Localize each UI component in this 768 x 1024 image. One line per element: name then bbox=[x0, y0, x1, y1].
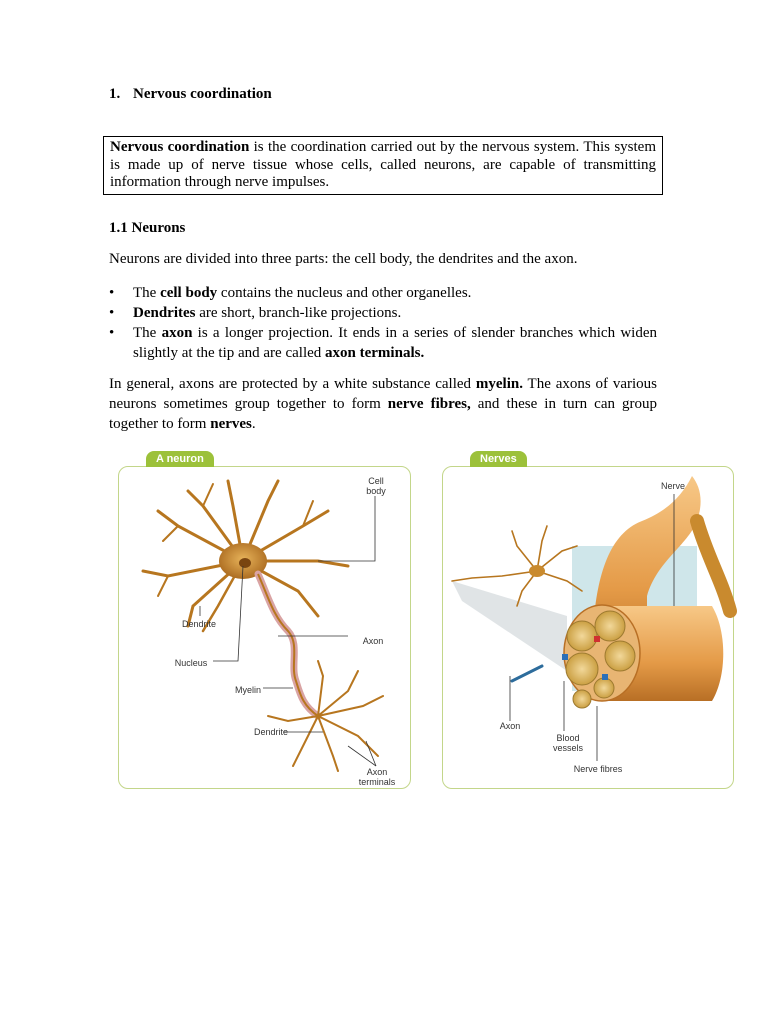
list-item: • Dendrites are short, branch-like projections. bbox=[109, 303, 657, 323]
list-item: • The axon is a longer projection. It ends in a series of slender branches which widen slightly at the tip and are called axon terminals. bbox=[109, 323, 657, 363]
list-item: • The cell body contains the nucleus and other organelles. bbox=[109, 283, 657, 303]
nerves-figure-tag: Nerves bbox=[470, 451, 527, 467]
definition-term: Nervous coordination bbox=[110, 139, 250, 155]
definition-box bbox=[103, 136, 663, 195]
label-axon: Axon bbox=[362, 636, 384, 646]
label-cell-body: Cell body bbox=[366, 476, 386, 496]
label-blood-vessels: Blood vessels bbox=[552, 733, 583, 753]
label-dendrite-bottom: Dendrite bbox=[253, 727, 289, 737]
label-nerves-axon: Axon bbox=[499, 721, 521, 731]
intro-paragraph: Neurons are divided into three parts: the cell body, the dendrites and the axon. bbox=[109, 251, 578, 267]
label-nerve-fibres: Nerve fibres bbox=[573, 764, 623, 774]
label-axon-terminals: Axon terminals bbox=[358, 767, 396, 787]
definition-text: is the coordination carried out by the nervous system. This system is made up of nerve tissue whose cells, called neurons, are capable of transmitting information through nerve impulses. bbox=[110, 139, 656, 190]
neuron-parts-list bbox=[109, 283, 657, 363]
label-nucleus: Nucleus bbox=[174, 658, 208, 668]
label-dendrite-top: Dendrite bbox=[181, 619, 217, 629]
label-myelin: Myelin bbox=[234, 685, 261, 695]
section-number: 1. bbox=[109, 86, 121, 102]
section-title: Nervous coordination bbox=[133, 86, 272, 102]
label-nerve: Nerve bbox=[660, 481, 685, 491]
subsection-heading: 1.1 Neurons bbox=[109, 220, 186, 236]
myelin-paragraph: In general, axons are protected by a white substance called myelin. The axons of various neurons sometimes group together to form nerve fibres, and these in turn can group together to form nerves. bbox=[109, 376, 658, 432]
neuron-figure-tag: A neuron bbox=[146, 451, 214, 467]
neuron-illustration bbox=[118, 466, 409, 787]
section-heading bbox=[109, 86, 272, 103]
